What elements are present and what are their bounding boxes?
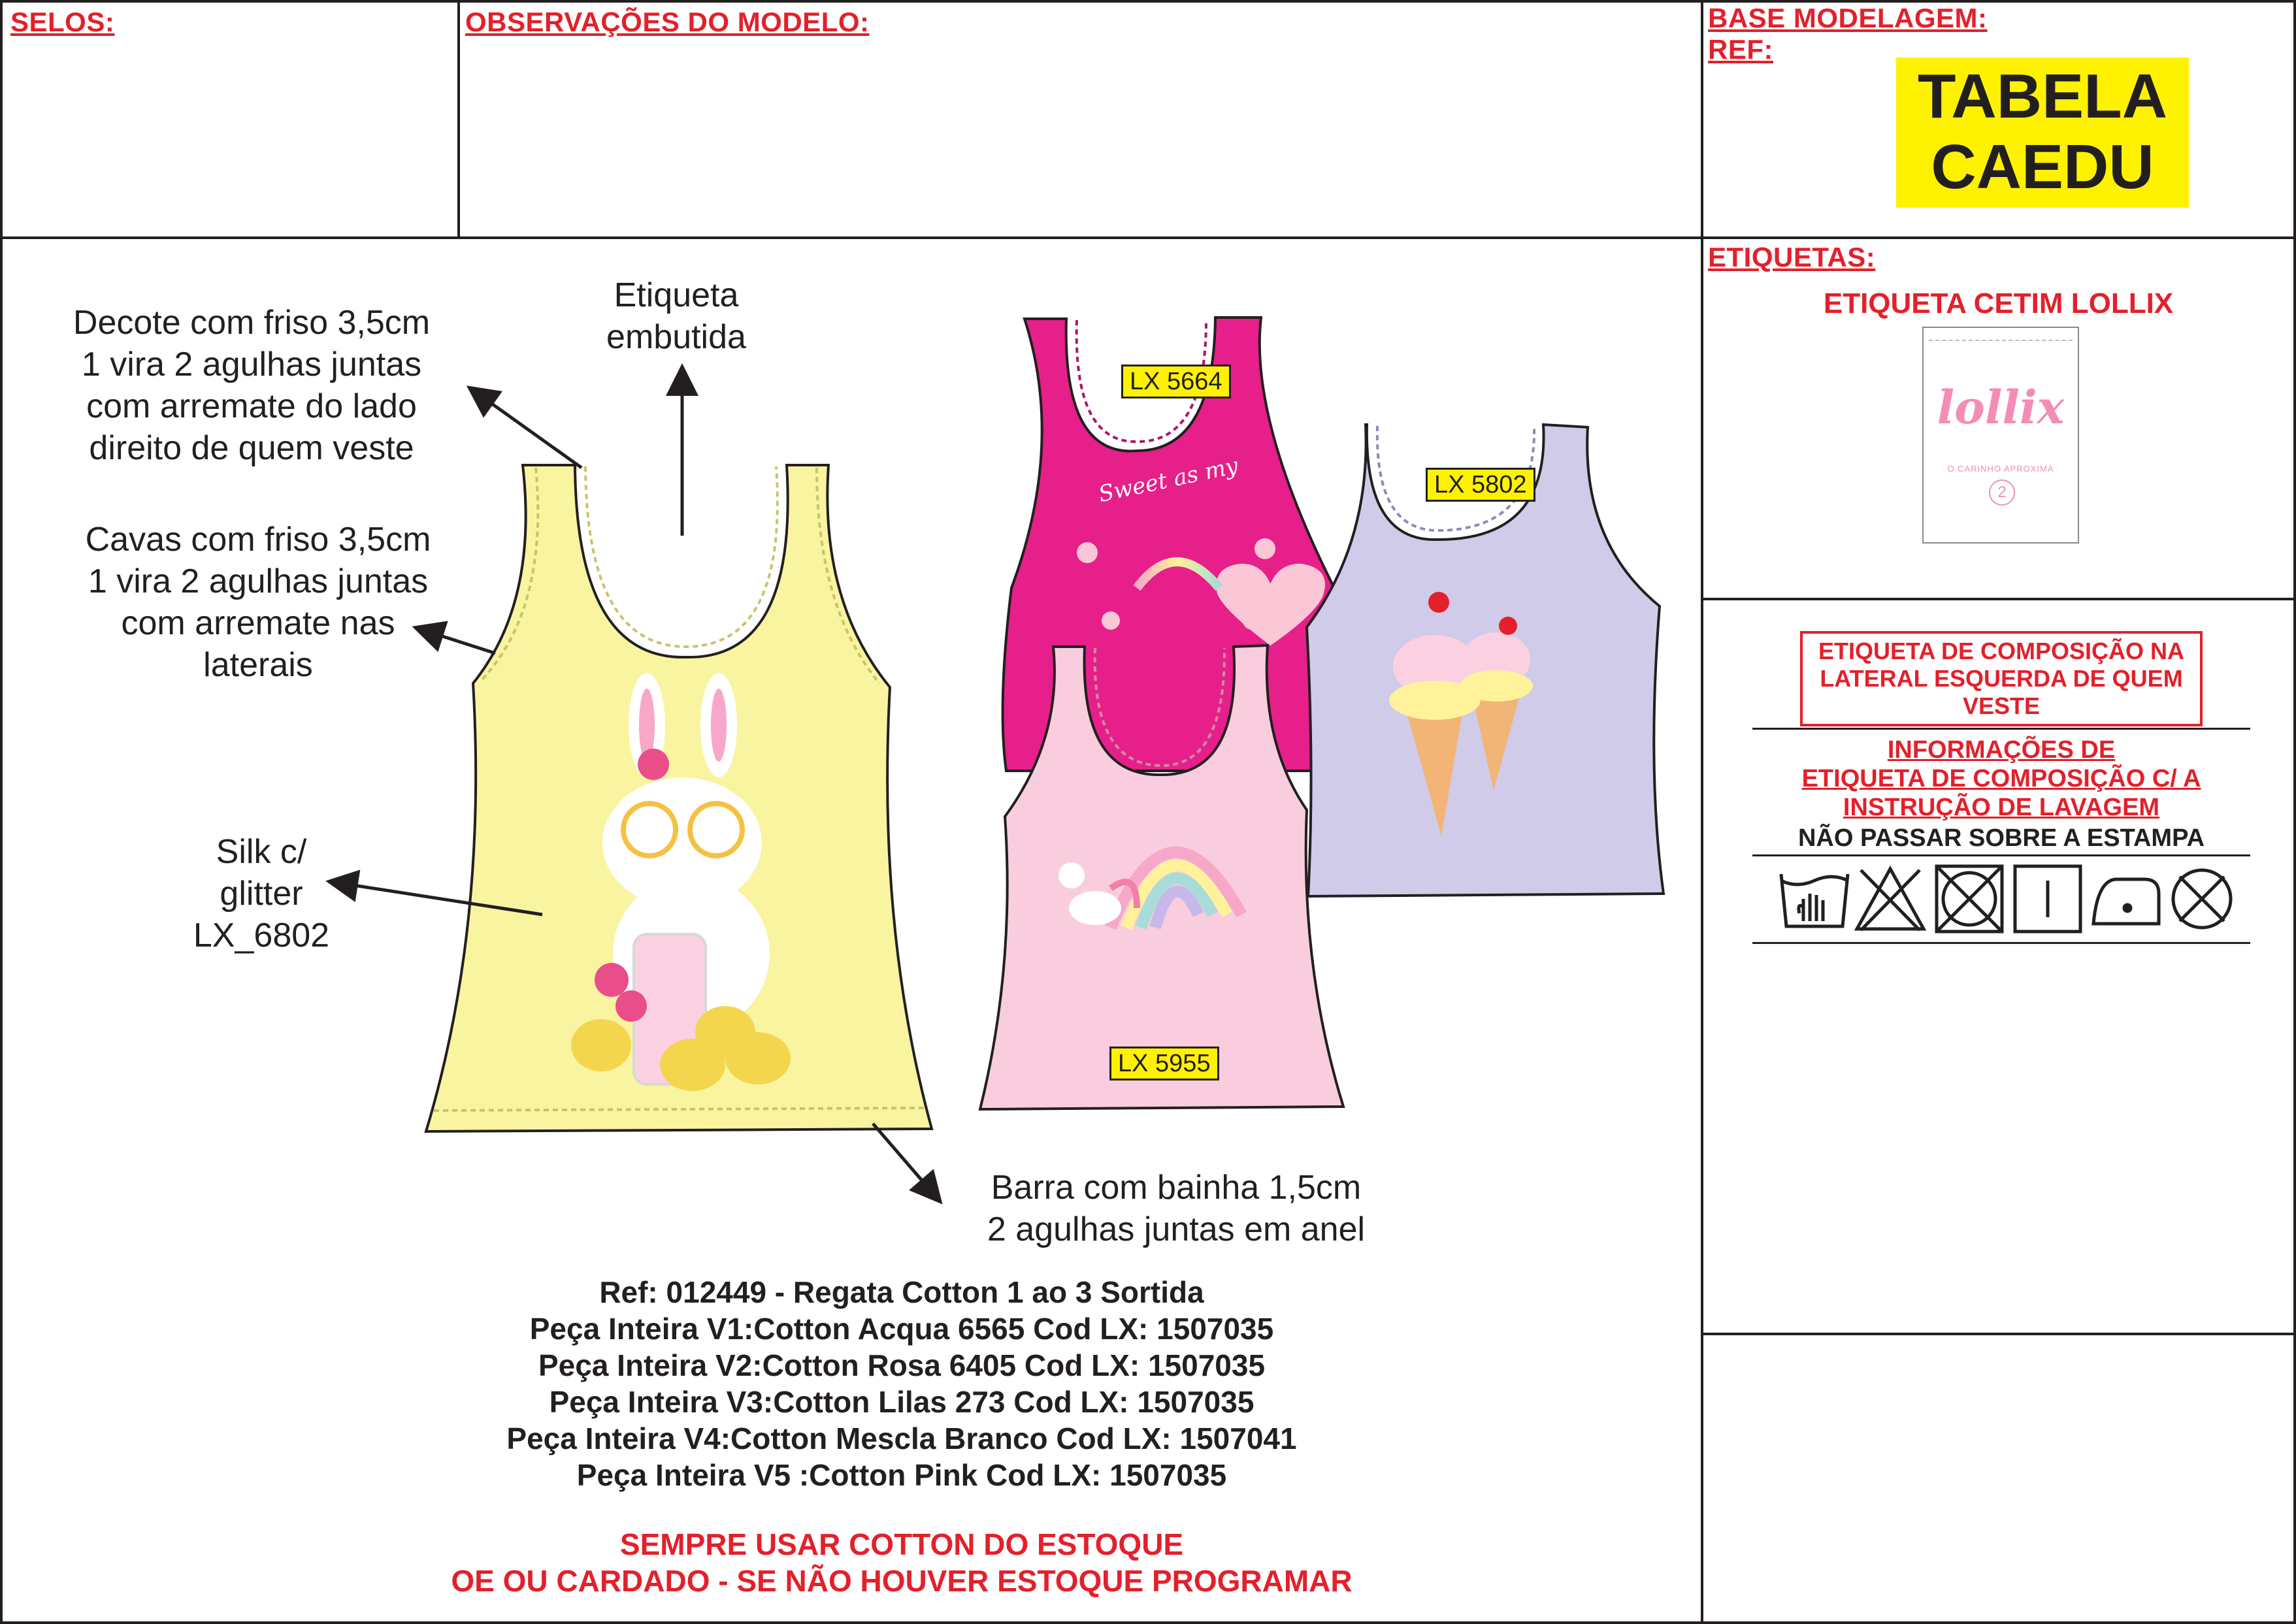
etiqueta-line-2: embutida — [606, 318, 746, 356]
reference-block — [366, 1274, 1437, 1493]
cavas-line-3: com arremate nas — [121, 604, 395, 642]
tank-yellow — [426, 465, 932, 1131]
selos-label: SELOS: — [10, 7, 115, 37]
right-panel-divider-2 — [1701, 1333, 2296, 1335]
etiquetas-label: ETIQUETAS: — [1708, 242, 1876, 272]
cavas-line-1: Cavas com friso 3,5cm — [85, 521, 431, 559]
base-modelagem-label: BASE MODELAGEM: — [1708, 3, 1988, 33]
informacoes-line-2: ETIQUETA DE COMPOSIÇÃO C/ A — [1801, 765, 2201, 792]
no-dry-clean-icon — [2173, 870, 2231, 928]
etiqueta-line-1: Etiqueta — [614, 276, 739, 314]
lollix-label-card — [1922, 327, 2079, 544]
tabela-line-2: CAEDU — [1931, 132, 2154, 202]
tag-lx5664: LX 5664 — [1121, 365, 1231, 398]
ref-line-1: Ref: 012449 - Regata Cotton 1 ao 3 Sortida — [599, 1275, 1204, 1309]
composicao-line-3: VESTE — [1962, 692, 2041, 719]
no-tumble-dry-icon — [1937, 866, 2002, 932]
decote-line-4: direito de quem veste — [89, 429, 414, 467]
decote-line-2: 1 vira 2 agulhas juntas — [81, 346, 422, 383]
ref-line-2: Peça Inteira V1:Cotton Acqua 6565 Cod LX: 1507035 — [529, 1312, 1274, 1346]
iron-low-icon — [2093, 879, 2159, 924]
barra-line-1: Barra com bainha 1,5cm — [991, 1169, 1362, 1207]
care-bottom-rule — [1752, 942, 2250, 944]
etiqueta-cetim-title: ETIQUETA CETIM LOLLIX — [1823, 287, 2174, 319]
tabela-line-1: TABELA — [1917, 61, 2168, 131]
ref-line-3: Peça Inteira V2:Cotton Rosa 6405 Cod LX: 1507035 — [538, 1348, 1266, 1382]
decote-line-3: com arremate do lado — [86, 387, 417, 425]
tabela-caedu-badge — [1896, 57, 2189, 208]
sweet-text: Sweet as my — [1096, 452, 1241, 508]
cavas-arrow — [418, 628, 495, 653]
decote-line-1: Decote com friso 3,5cm — [73, 304, 431, 342]
right-panel-divider-1 — [1701, 598, 2296, 600]
observacoes-label: OBSERVAÇÕES DO MODELO: — [465, 7, 870, 37]
line-dry-icon — [2015, 866, 2080, 932]
no-bleach-icon — [1857, 869, 1924, 930]
label-size-circle — [1989, 479, 2015, 506]
ref-line-4: Peça Inteira V3:Cotton Lilas 273 Cod LX: 1507035 — [549, 1385, 1255, 1419]
informacoes-block — [1752, 736, 2250, 822]
tag-lx5955: LX 5955 — [1109, 1047, 1219, 1080]
silk-line-3: LX_6802 — [193, 917, 330, 954]
silk-line-1: Silk c/ — [216, 833, 307, 871]
informacoes-top-rule — [1752, 728, 2250, 730]
care-top-rule — [1752, 854, 2250, 856]
silk-line-2: glitter — [220, 875, 303, 913]
lollix-logo: lollix — [1937, 380, 2065, 434]
label-top-seam — [1929, 340, 2073, 341]
barra-line-2: 2 agulhas juntas em anel — [987, 1210, 1366, 1248]
barra-arrow — [873, 1124, 938, 1199]
cavas-line-2: 1 vira 2 agulhas juntas — [88, 562, 429, 600]
wash-hand-icon — [1781, 874, 1848, 926]
ref-line-5: Peça Inteira V4:Cotton Mescla Branco Cod LX: 1507041 — [506, 1421, 1297, 1455]
decote-arrow — [472, 389, 582, 468]
ref-label: REF: — [1708, 34, 1773, 65]
warning-line-2: OE OU CARDADO - SE NÃO HOUVER ESTOQUE PROGRAMAR — [451, 1564, 1353, 1598]
nao-passar-text: NÃO PASSAR SOBRE A ESTAMPA — [1797, 824, 2205, 852]
stock-warning — [353, 1526, 1451, 1599]
care-symbols — [1777, 861, 2235, 937]
right-panel-divider — [1701, 0, 1703, 1624]
label-tagline: O CARINHO APROXIMA — [1947, 464, 2054, 474]
cavas-line-4: laterais — [203, 646, 313, 684]
composicao-line-1: ETIQUETA DE COMPOSIÇÃO NA — [1818, 638, 2185, 664]
informacoes-line-1: INFORMAÇÕES DE — [1887, 736, 2116, 764]
warning-line-1: SEMPRE USAR COTTON DO ESTOQUE — [619, 1527, 1184, 1561]
composicao-line-2: LATERAL ESQUERDA DE QUEM — [1820, 665, 2183, 692]
label-size-number: 2 — [1997, 483, 2007, 501]
composicao-box — [1800, 631, 2203, 726]
tag-lx5802: LX 5802 — [1426, 468, 1535, 502]
ref-line-6: Peça Inteira V5 :Cotton Pink Cod LX: 1507035 — [576, 1458, 1227, 1492]
informacoes-line-3: INSTRUÇÃO DE LAVAGEM — [1843, 794, 2160, 821]
